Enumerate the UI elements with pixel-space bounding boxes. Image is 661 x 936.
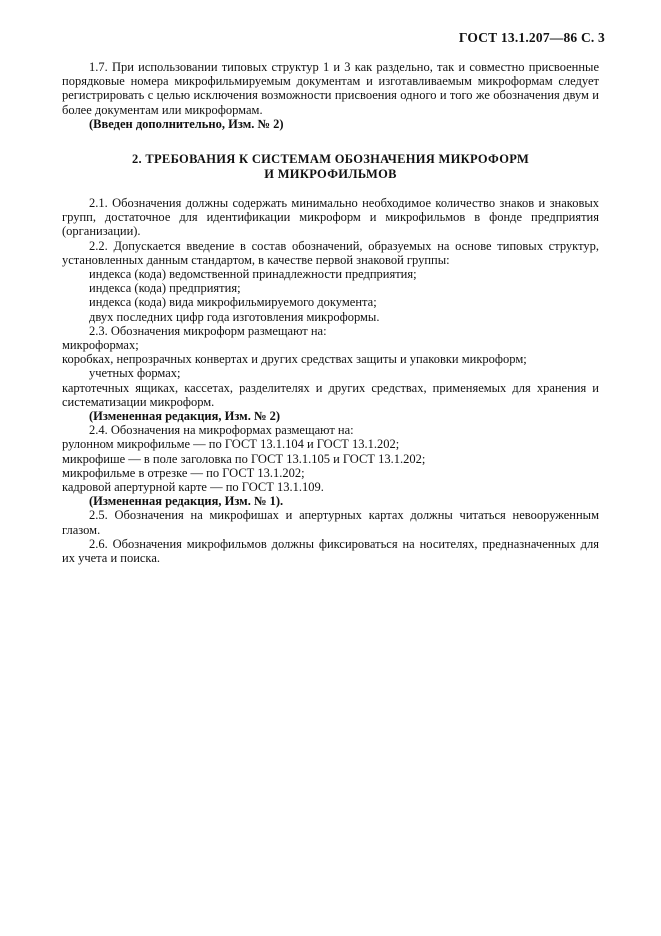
list-item: микрофильме в отрезке — по ГОСТ 13.1.202;: [62, 465, 305, 480]
paragraph-2-2: 2.2. Допускается введение в состав обозначений, образуемых на основе типовых структур, установленных данным стандартом, в качестве первой знаковой группы:: [62, 238, 599, 267]
paragraph-2-5: 2.5. Обозначения на микрофишах и апертурных картах должны читаться невооруженным глазом.: [62, 508, 599, 537]
list-item: индекса (кода) предприятия;: [89, 281, 241, 296]
list-item: двух последних цифр года изготовления микроформы.: [89, 309, 380, 324]
list-item: рулонном микрофильме — по ГОСТ 13.1.104 и ГОСТ 13.1.202;: [62, 437, 400, 452]
paragraph-2-1: 2.1. Обозначения должны содержать минимально необходимое количество знаков и знаковых групп, достаточное для идентификации микроформ и микрофильмов в фонде предприятия (организации).: [62, 196, 599, 239]
section-2-title: [62, 152, 599, 181]
paragraph-2-6: 2.6. Обозначения микрофильмов должны фиксироваться на носителях, предназначенных для их учета и поиска.: [62, 536, 599, 566]
document-body: [62, 60, 599, 565]
list-item: микроформах;: [62, 338, 139, 353]
list-item: коробках, непрозрачных конвертах и других средствах защиты и упаковки микроформ;: [62, 352, 527, 367]
list-item: индекса (кода) ведомственной принадлежности предприятия;: [89, 267, 417, 282]
list-item: учетных формах;: [89, 366, 181, 381]
amendment-note: (Измененная редакция, Изм. № 1).: [89, 494, 284, 509]
list-item: картотечных ящиках, кассетах, разделителях и других средствах, применяемых для хранения и систематизации микроформ.: [62, 380, 599, 409]
section-2-title-line-1: 2. ТРЕБОВАНИЯ К СИСТЕМАМ ОБОЗНАЧЕНИЯ МИКРОФОРМ: [131, 152, 530, 167]
paragraph-2-4: 2.4. Обозначения на микроформах размещают на:: [89, 423, 354, 438]
paragraph-1-7: 1.7. При использовании типовых структур 1 и 3 как раздельно, так и совместно присвоенные порядковые номера микрофильмируемым документам и изготавливаемым микроформам следует регистрировать с целью исключения возможности присвоения одного и того же обозначения двум и более документам или микроформам.: [62, 60, 599, 117]
page-header: ГОСТ 13.1.207—86 С. 3: [458, 30, 605, 45]
amendment-note: (Введен дополнительно, Изм. № 2): [89, 116, 284, 131]
list-item: микрофише — в поле заголовка по ГОСТ 13.1.105 и ГОСТ 13.1.202;: [62, 451, 426, 466]
list-item: кадровой апертурной карте — по ГОСТ 13.1.109.: [62, 480, 324, 495]
section-2-title-line-2: И МИКРОФИЛЬМОВ: [264, 166, 397, 181]
amendment-note: (Измененная редакция, Изм. № 2): [89, 409, 281, 424]
list-item: индекса (кода) вида микрофильмируемого документа;: [89, 295, 377, 310]
paragraph-2-3: 2.3. Обозначения микроформ размещают на:: [89, 323, 327, 338]
